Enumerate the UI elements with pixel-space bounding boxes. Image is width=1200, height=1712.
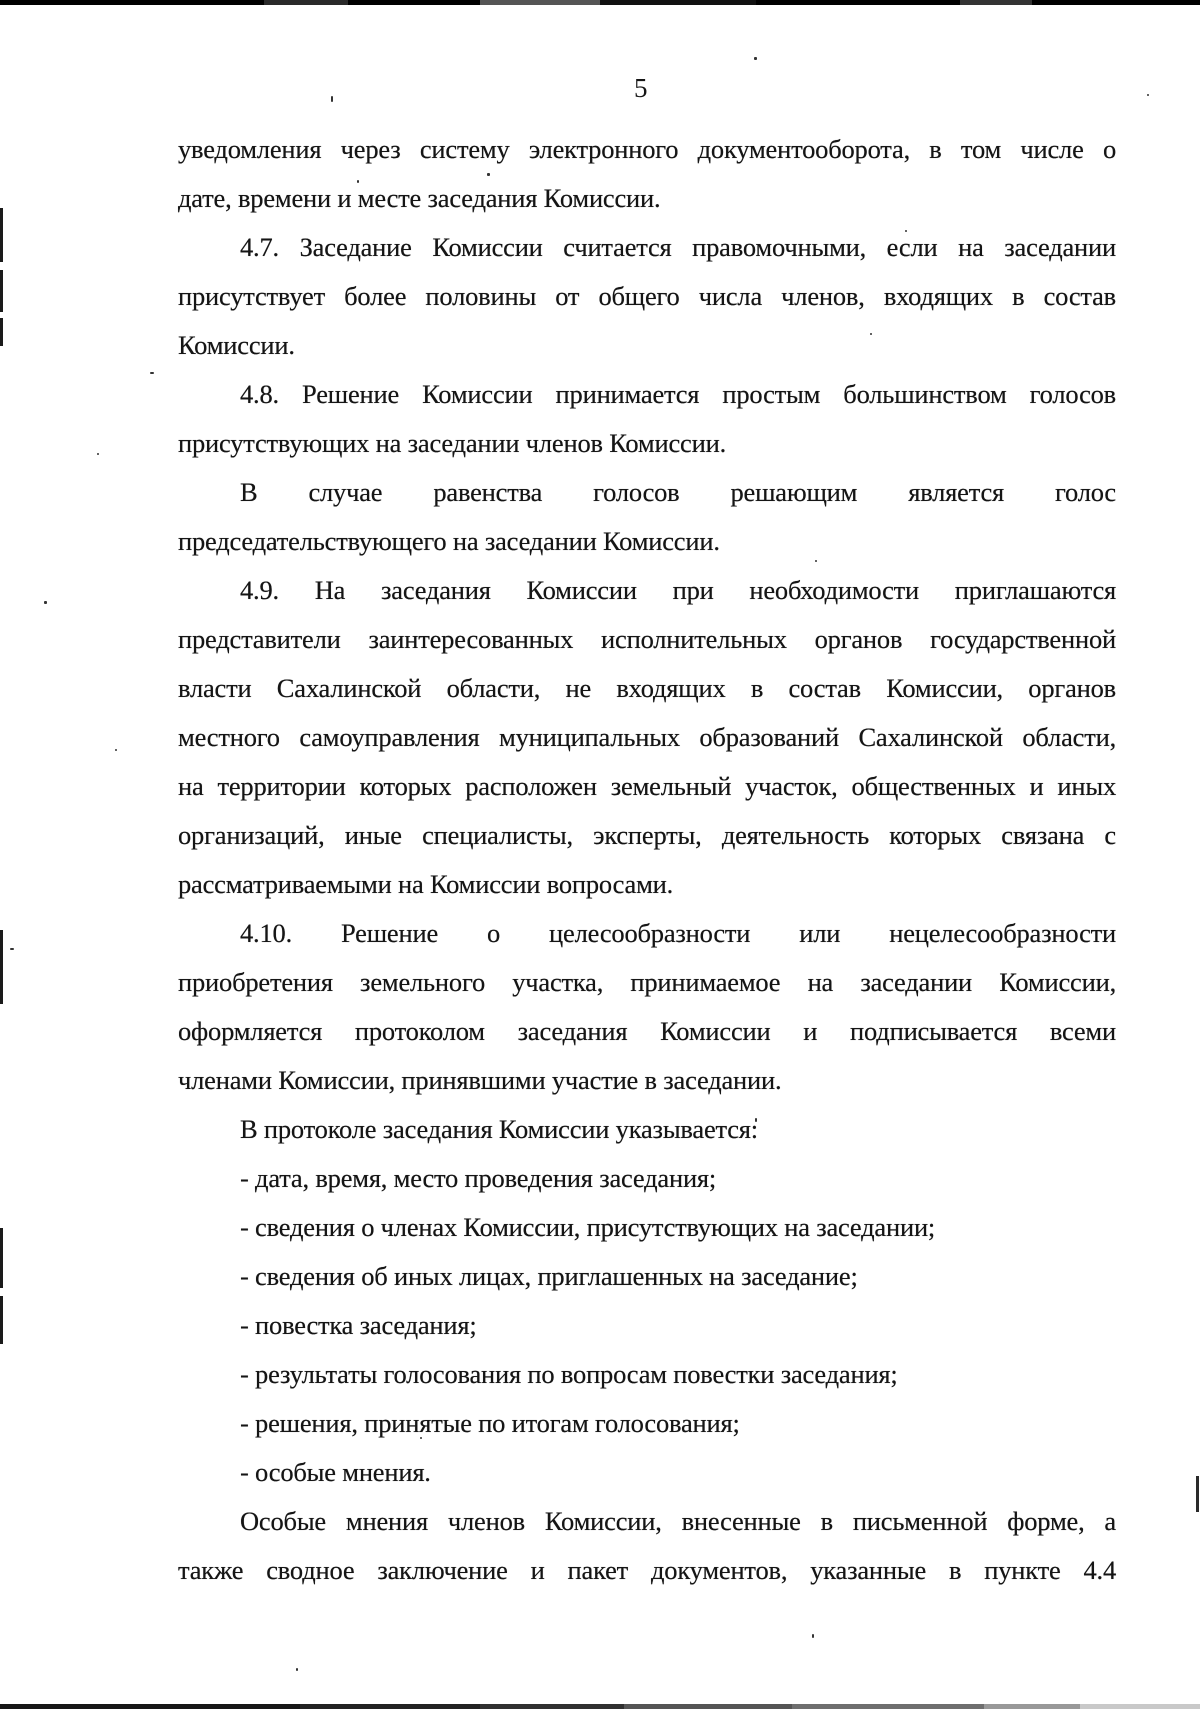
text-line: 4.8. Решение Комиссии принимается простым большинством голосов (240, 379, 1116, 409)
text-line: организаций, иные специалисты, эксперты, деятельность которых связана с (178, 820, 1116, 850)
scan-speck (10, 948, 14, 950)
text-line: 4.9. На заседания Комиссии при необходимости приглашаются (240, 575, 1116, 605)
text-line: - особые мнения. (240, 1457, 431, 1487)
scan-artifact-left-edge (0, 318, 3, 346)
text-line: оформляется протоколом заседания Комиссии и подписывается всеми (178, 1016, 1116, 1046)
scan-speck (812, 1634, 814, 1638)
text-line: - дата, время, место проведения заседания; (240, 1163, 717, 1193)
scan-artifact-left-edge (0, 1228, 3, 1288)
scan-speck (754, 57, 757, 60)
scan-artifact-top-strip (0, 0, 1200, 5)
text-line: - сведения об иных лицах, приглашенных на заседание; (240, 1261, 858, 1291)
scan-speck (150, 372, 154, 374)
text-line: - сведения о членах Комиссии, присутствующих на заседании; (240, 1212, 936, 1242)
text-line: В случае равенства голосов решающим является голос (240, 477, 1116, 507)
scan-speck (1147, 94, 1149, 96)
text-line: председательствующего на заседании Комиссии. (178, 526, 720, 556)
scan-artifact-left-edge (0, 1296, 3, 1344)
text-line: Особые мнения членов Комиссии, внесенные в письменной форме, а (240, 1506, 1116, 1536)
scan-artifact-left-edge (0, 270, 3, 312)
text-line: - результаты голосования по вопросам повестки заседания; (240, 1359, 898, 1389)
scan-artifact-right-edge (1196, 1476, 1199, 1512)
text-line: - повестка заседания; (240, 1310, 477, 1340)
text-line: приобретения земельного участка, принимаемое на заседании Комиссии, (178, 967, 1116, 997)
scan-speck (97, 453, 99, 455)
document-body (178, 125, 1116, 1595)
scan-speck (296, 1668, 298, 1671)
page-number: 5 (634, 73, 648, 103)
scan-artifact-left-edge (0, 208, 3, 262)
scan-speck (44, 601, 47, 604)
scan-artifact-bottom-strip (0, 1704, 1200, 1709)
text-line: 4.7. Заседание Комиссии считается правомочными, если на заседании (240, 232, 1116, 262)
text-line: представители заинтересованных исполнительных органов государственной (178, 624, 1116, 654)
text-line: местного самоуправления муниципальных образований Сахалинской области, (178, 722, 1116, 752)
text-line: - решения, принятые по итогам голосования; (240, 1408, 740, 1438)
scan-speck (115, 749, 117, 751)
text-line: дате, времени и месте заседания Комиссии. (178, 183, 661, 213)
text-line: присутствует более половины от общего числа членов, входящих в состав (178, 281, 1116, 311)
text-line: также сводное заключение и пакет документов, указанные в пункте 4.4 (178, 1555, 1116, 1585)
text-line: власти Сахалинской области, не входящих в состав Комиссии, органов (178, 673, 1116, 703)
scan-speck (331, 96, 333, 102)
scan-artifact-left-edge (0, 930, 3, 1004)
text-line: Комиссии. (178, 330, 295, 360)
text-line: присутствующих на заседании членов Комиссии. (178, 428, 726, 458)
text-line: В протоколе заседания Комиссии указывается: (240, 1114, 758, 1144)
text-line: 4.10. Решение о целесообразности или нецелесообразности (240, 918, 1116, 948)
text-line: уведомления через систему электронного документооборота, в том числе о (178, 134, 1116, 164)
text-line: на территории которых расположен земельный участок, общественных и иных (178, 771, 1116, 801)
text-line: рассматриваемыми на Комиссии вопросами. (178, 869, 674, 899)
text-line: членами Комиссии, принявшими участие в заседании. (178, 1065, 782, 1095)
